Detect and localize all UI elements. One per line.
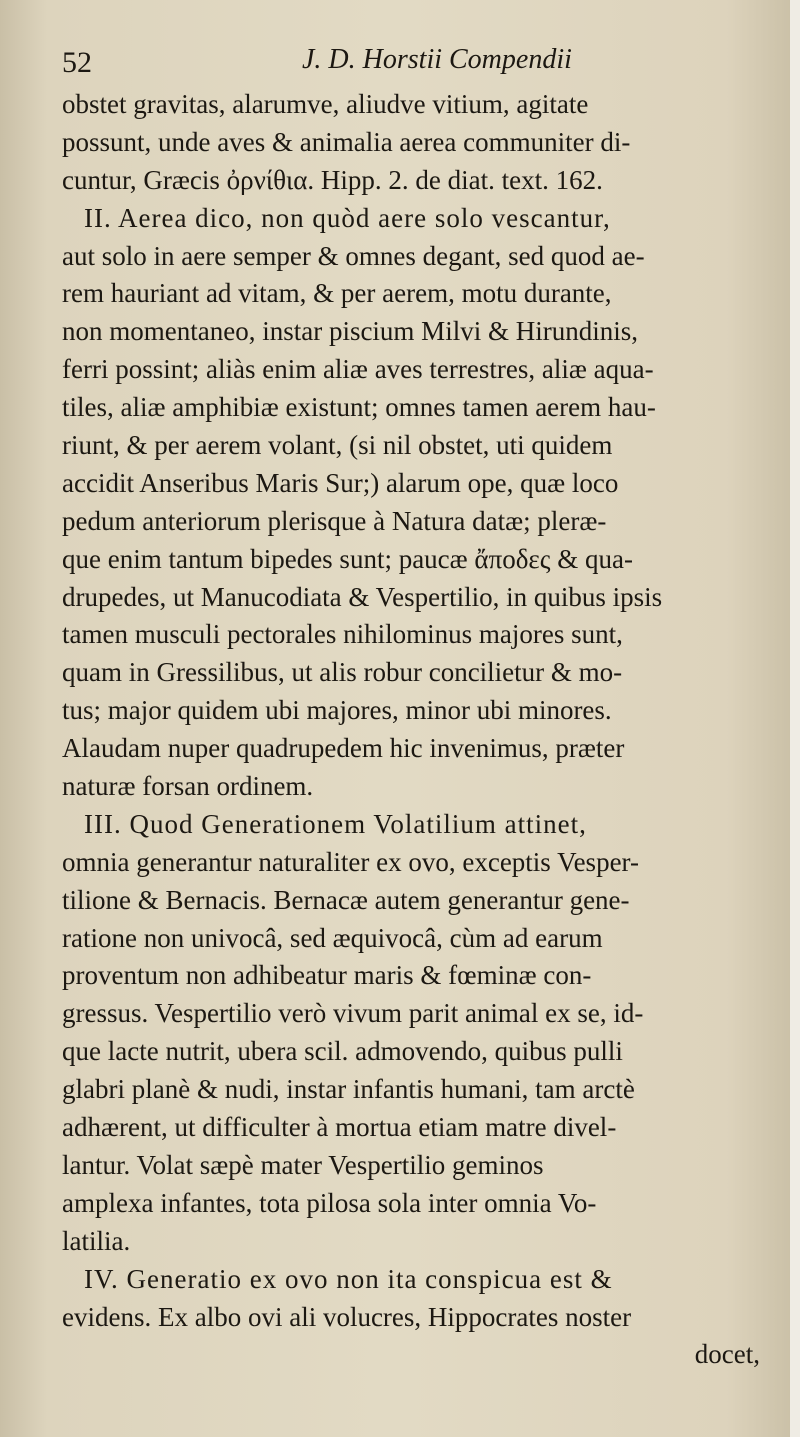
text-line: quam in Gressilibus, ut alis robur concilietur & mo- xyxy=(62,657,623,688)
text-line: evidens. Ex albo ovi ali volucres, Hippocrates noster xyxy=(62,1301,632,1332)
text-line: non momentaneo, instar piscium Milvi & Hirundinis, xyxy=(62,316,638,347)
catchword: docet, xyxy=(694,1339,760,1370)
text-line: possunt, unde aves & animalia aerea communiter di- xyxy=(62,126,631,157)
text-line: latilia. xyxy=(62,1225,131,1256)
text-line: gressus. Vespertilio verò vivum parit animal ex se, id- xyxy=(62,998,644,1029)
text-line: obstet gravitas, alarumve, aliudve vitium, agitate xyxy=(62,89,589,119)
running-title: J. D. Horstii Compendii xyxy=(302,44,572,75)
section-line: IV. Generatio ex ovo non ita conspicua est & xyxy=(84,1263,613,1294)
page-edge xyxy=(790,0,800,1437)
text-line: aut solo in aere semper & omnes degant, sed quod ae- xyxy=(62,240,645,271)
text-line: glabri planè & nudi, instar infantis humani, tam arctè xyxy=(62,1074,635,1105)
text-line: tamen musculi pectorales nihilominus majores sunt, xyxy=(62,619,623,650)
text-line: tiles, aliæ amphibiæ existunt; omnes tamen aerem hau- xyxy=(62,392,656,423)
text-block xyxy=(62,36,768,1374)
text-line: rem hauriant ad vitam, & per aerem, motu durante, xyxy=(62,278,612,309)
text-line: accidit Anseribus Maris Sur;) alarum ope, quæ loco xyxy=(62,467,619,498)
text-line: proventum non adhibeatur maris & fœminæ con- xyxy=(62,960,592,991)
text-line: Alaudam nuper quadrupedem hic invenimus, præter xyxy=(62,733,625,764)
text-line: drupedes, ut Manucodiata & Vespertilio, in quibus ipsis xyxy=(62,581,663,612)
text-line: adhærent, ut difficulter à mortua etiam matre divel- xyxy=(62,1112,617,1143)
running-head xyxy=(62,36,768,86)
page-number: 52 xyxy=(62,46,92,79)
text-line: naturæ forsan ordinem. xyxy=(62,771,314,802)
section-line: II. Aerea dico, non quòd aere solo vescantur, xyxy=(84,202,611,233)
text-line: ferri possint; aliàs enim aliæ aves terrestres, aliæ aqua- xyxy=(62,354,654,385)
text-line: amplexa infantes, tota pilosa sola inter omnia Vo- xyxy=(62,1187,597,1218)
text-line: tilione & Bernacis. Bernacæ autem generantur gene- xyxy=(62,884,630,915)
text-line: que lacte nutrit, ubera scil. admovendo, quibus pulli xyxy=(62,1036,623,1067)
text-line: omnia generantur naturaliter ex ovo, exceptis Vesper- xyxy=(62,846,639,877)
text-line: ratione non univocâ, sed æquivocâ, cùm ad earum xyxy=(62,922,603,953)
text-line: pedum anteriorum plerisque à Natura datæ; pleræ- xyxy=(62,505,607,536)
text-line: lantur. Volat sæpè mater Vespertilio geminos xyxy=(62,1149,544,1180)
section-line: III. Quod Generationem Volatilium attinet, xyxy=(84,808,587,839)
text-line: cuntur, Græcis ὀρνίθια. Hipp. 2. de diat. text. 162. xyxy=(62,164,603,195)
text-line: que enim tantum bipedes sunt; paucæ ἄποδες & qua- xyxy=(62,543,633,574)
text-line: riunt, & per aerem volant, (si nil obstet, uti quidem xyxy=(62,430,613,461)
text-line: tus; major quidem ubi majores, minor ubi minores. xyxy=(62,695,612,726)
